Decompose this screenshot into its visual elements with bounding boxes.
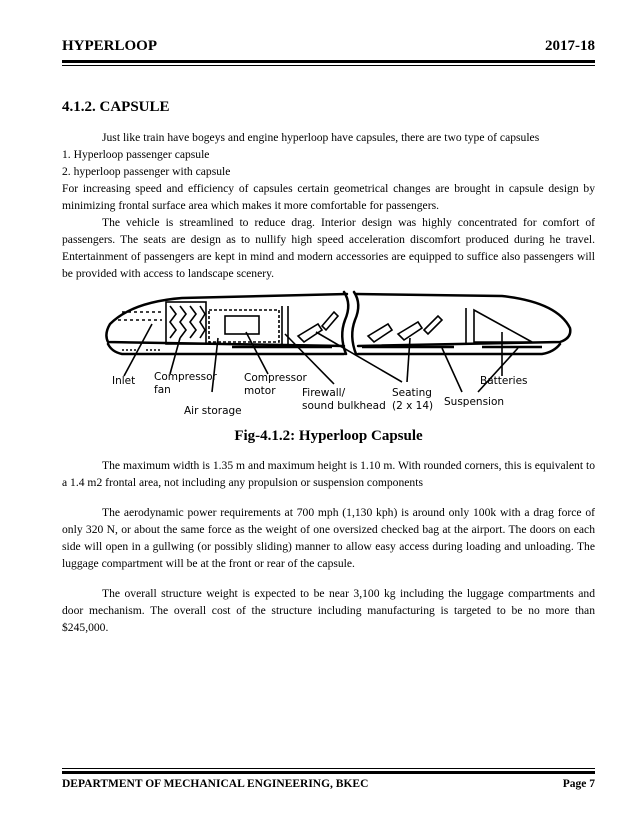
label-air-storage: Air storage <box>184 405 242 417</box>
page-footer <box>62 778 595 794</box>
header-title: HYPERLOOP <box>62 38 158 54</box>
page-header <box>62 38 595 58</box>
label-firewall: Firewall/ <box>302 387 346 399</box>
footer-rule <box>62 768 595 774</box>
seat <box>398 322 422 340</box>
capsule-diagram <box>62 284 595 424</box>
list-item-2: 2. hyperloop passenger with capsule <box>62 165 231 178</box>
header-rule <box>62 60 595 66</box>
footer-department: DEPARTMENT OF MECHANICAL ENGINEERING, BKEC <box>62 778 369 790</box>
compressor-fan <box>166 302 206 344</box>
label-seating: Seating <box>392 387 432 399</box>
seat <box>322 312 338 330</box>
seat <box>368 324 392 342</box>
paragraph-weight-cost: The overall structure weight is expected to be near 3,100 kg including the luggage compartments and door mechanism. The overall cost of the structure including manufacturing is targeted to be no more than $245,000. <box>62 587 595 634</box>
break-mark <box>342 292 348 354</box>
label-firewall-2: sound bulkhead <box>302 400 386 412</box>
label-inlet: Inlet <box>112 375 136 387</box>
leader-seating <box>316 332 402 382</box>
seat <box>424 316 442 334</box>
capsule-body-rear <box>356 294 570 346</box>
break-mark <box>352 292 358 354</box>
paragraph-geometry: For increasing speed and efficiency of capsules certain geometrical changes are brought in capsule design by minimizing frontal surface area which makes it more comfortable for passengers. <box>62 182 595 212</box>
list-item-1: 1. Hyperloop passenger capsule <box>62 148 210 161</box>
intro-text <box>62 129 595 282</box>
label-compressor-fan: Compressor <box>154 371 217 383</box>
body-text <box>62 457 595 649</box>
label-suspension: Suspension <box>444 396 505 408</box>
figure-caption: Fig-4.1.2: Hyperloop Capsule <box>234 428 423 444</box>
label-compressor-motor-2: motor <box>244 385 276 397</box>
paragraph-vehicle: The vehicle is streamlined to reduce drag. Interior design was highly concentrated for comfort of passengers. The seats are design as to nullify high speed acceleration discomfort produced during he travel. Entertainment of passengers are kept in mind and modern accessories are equipped to suffice also passengers will be provided with access to landscape scenery. <box>62 216 595 280</box>
leader-air-storage <box>212 338 218 392</box>
batteries-pack <box>474 310 532 342</box>
label-batteries: Batteries <box>480 375 528 387</box>
firewall <box>282 306 288 344</box>
label-compressor-motor: Compressor <box>244 372 307 384</box>
paragraph-intro: Just like train have bogeys and engine hyperloop have capsules, there are two type of capsules <box>102 131 540 144</box>
compressor-motor <box>225 316 259 334</box>
label-seating-2: (2 x 14) <box>392 400 434 412</box>
header-year: 2017-18 <box>545 38 595 54</box>
section-title: 4.1.2. CAPSULE <box>62 99 170 115</box>
label-compressor-fan-2: fan <box>154 384 171 396</box>
paragraph-aerodynamics: The aerodynamic power requirements at 700 mph (1,130 kph) is around only 100k with a drag force of only 320 N, or about the same force as the weight of one oversized checked bag at the airport. The doors on each side will open in a gullwing (or possibly sliding) manner to allow easy access during loading and unloading. The luggage compartment will be at the front or rear of the capsule. <box>62 506 595 570</box>
paragraph-dimensions: The maximum width is 1.35 m and maximum height is 1.10 m. With rounded corners, this is equivalent to a 1.4 m2 frontal area, not including any propulsion or suspension components <box>62 459 595 489</box>
page-number: Page 7 <box>562 778 595 790</box>
capsule-diagram-svg <box>62 284 595 424</box>
